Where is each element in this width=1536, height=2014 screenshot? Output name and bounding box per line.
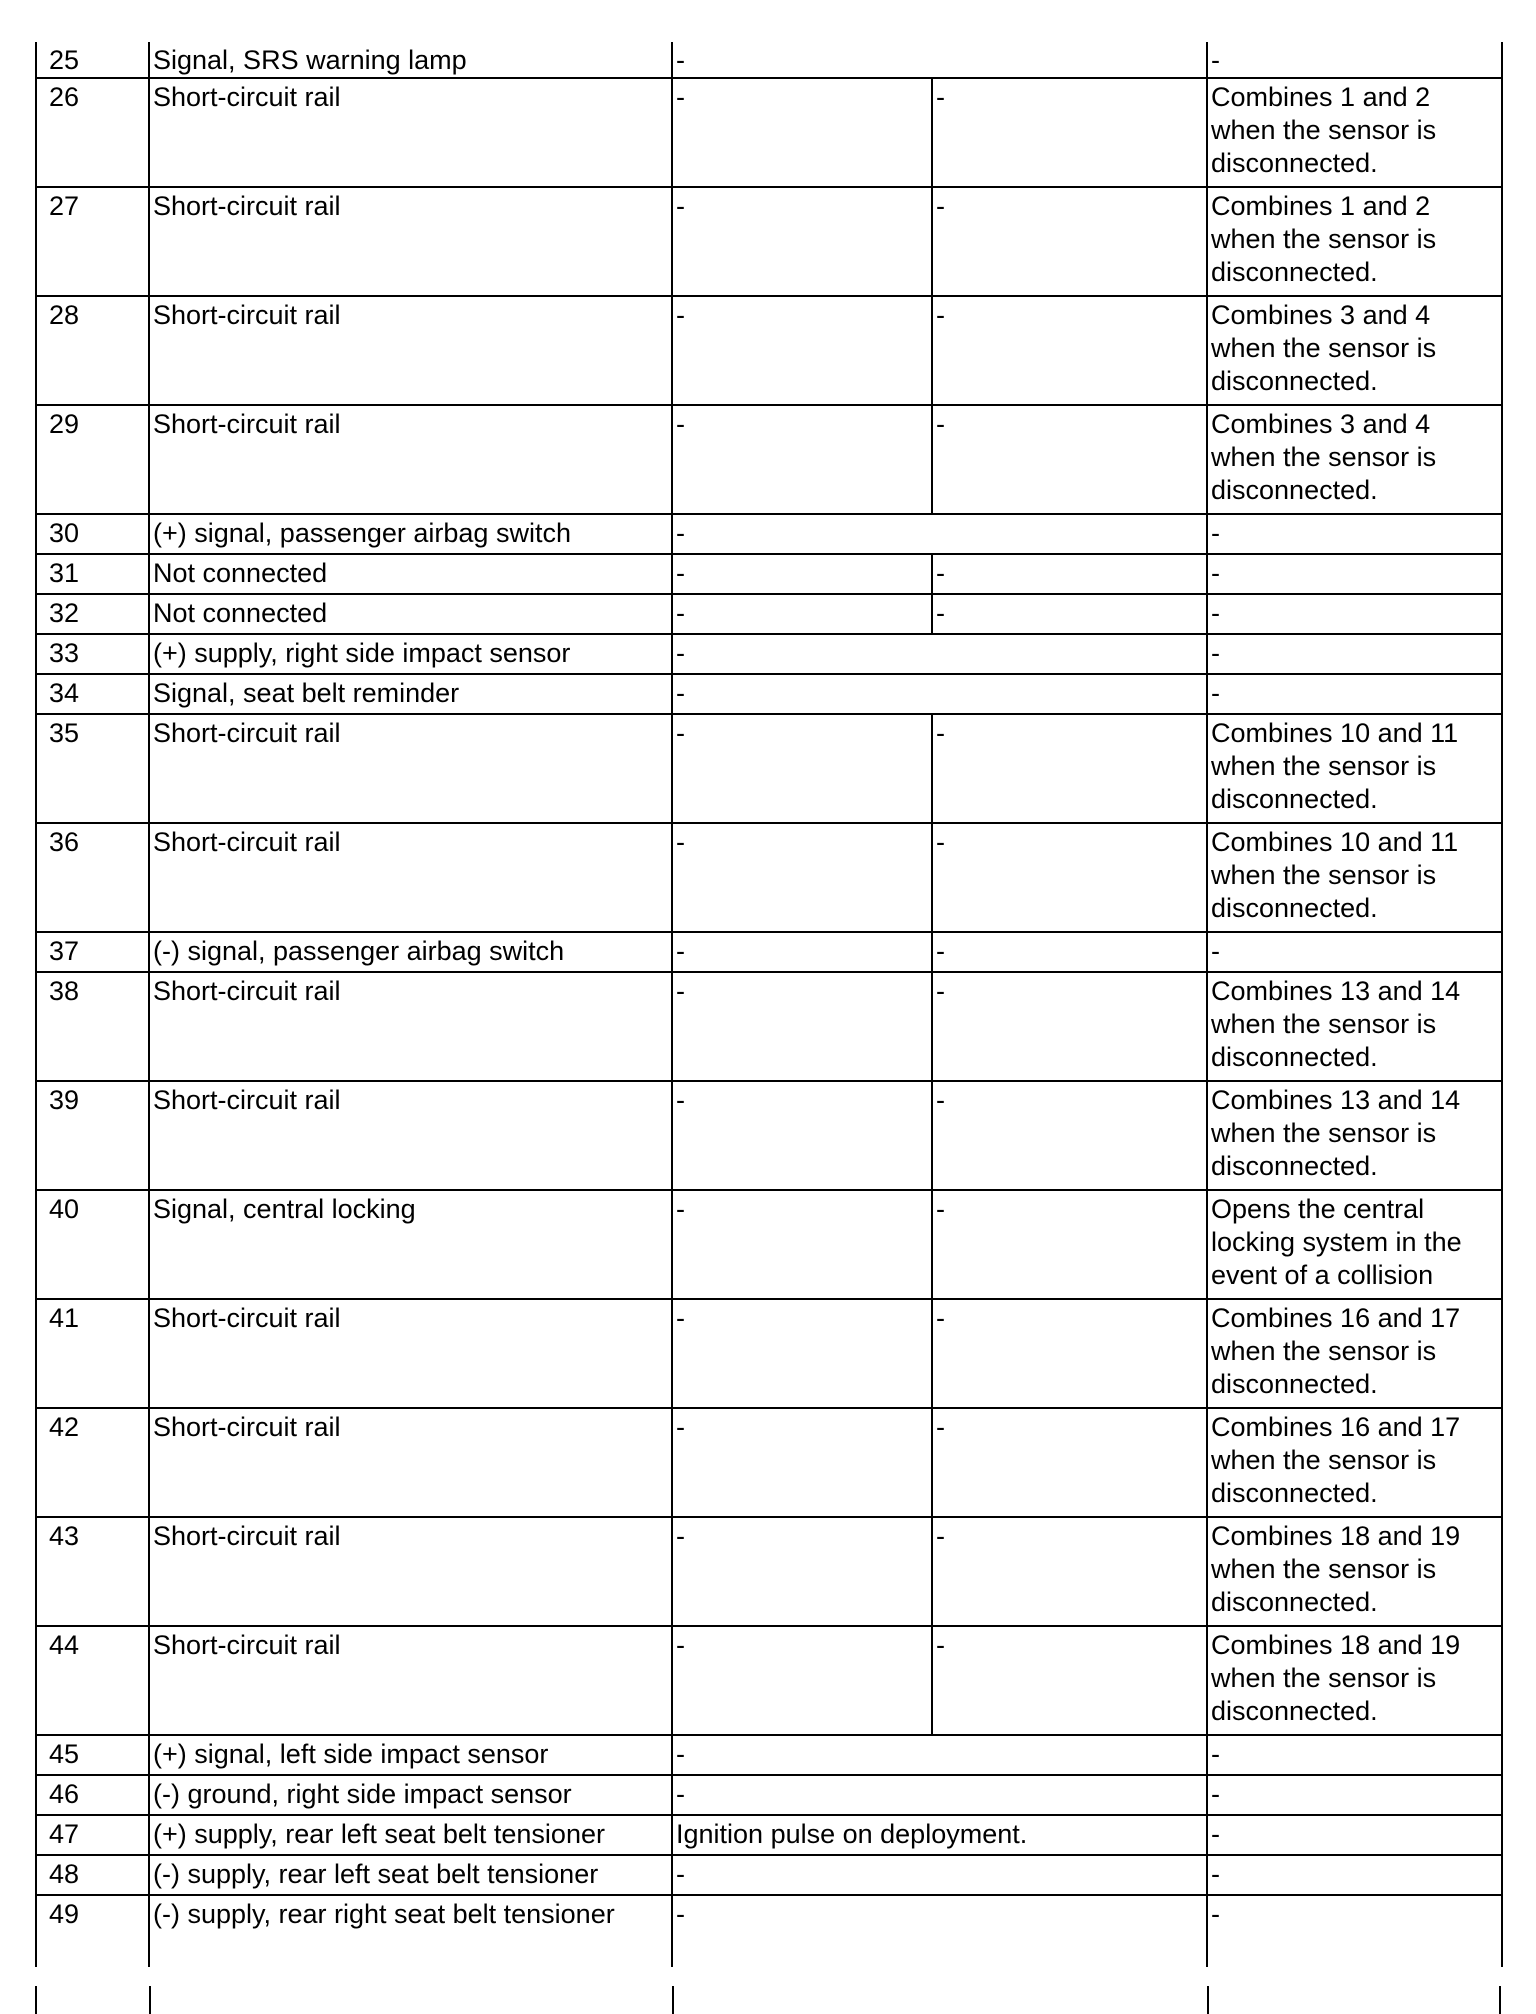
value-cell: - (672, 296, 932, 405)
description-cell: Short-circuit rail (149, 714, 672, 823)
description-cell: Short-circuit rail (149, 1408, 672, 1517)
value-cell: - (932, 1408, 1207, 1517)
value-cell: - (672, 405, 932, 514)
table-row (36, 1775, 1502, 1815)
value-cell: Ignition pulse on deployment. (672, 1815, 1207, 1855)
value-cell: - (672, 1895, 1207, 1967)
value-cell: - (672, 78, 932, 187)
note-cell: - (1207, 554, 1502, 594)
value-cell: - (672, 823, 932, 932)
value-cell: - (932, 187, 1207, 296)
description-cell: Short-circuit rail (149, 187, 672, 296)
note-cell: Combines 3 and 4 when the sensor is disconnected. (1207, 405, 1502, 514)
value-cell: - (932, 1299, 1207, 1408)
description-cell: (+) signal, passenger airbag switch (149, 514, 672, 554)
table-row (36, 1815, 1502, 1855)
value-cell: - (932, 594, 1207, 634)
pin-number-cell: 33 (36, 634, 149, 674)
pin-number-cell: 31 (36, 554, 149, 594)
value-cell: - (672, 634, 1207, 674)
description-cell: (+) supply, right side impact sensor (149, 634, 672, 674)
value-cell: - (672, 1081, 932, 1190)
description-cell: Short-circuit rail (149, 78, 672, 187)
description-cell: (-) supply, rear left seat belt tensioner (149, 1855, 672, 1895)
table-row (36, 1299, 1502, 1408)
value-cell: - (932, 1190, 1207, 1299)
pin-number-cell: 40 (36, 1190, 149, 1299)
description-cell: Short-circuit rail (149, 1517, 672, 1626)
table-row (36, 514, 1502, 554)
pin-table-body (36, 42, 1502, 1967)
description-cell: Short-circuit rail (149, 296, 672, 405)
pin-number-cell: 36 (36, 823, 149, 932)
note-cell: - (1207, 1775, 1502, 1815)
table-row (36, 823, 1502, 932)
value-cell: - (672, 972, 932, 1081)
table-row (36, 714, 1502, 823)
description-cell: (-) signal, passenger airbag switch (149, 932, 672, 972)
pin-number-cell: 37 (36, 932, 149, 972)
value-cell: - (672, 187, 932, 296)
pin-number-cell: 47 (36, 1815, 149, 1855)
pin-number-cell: 41 (36, 1299, 149, 1408)
note-cell: Combines 1 and 2 when the sensor is disconnected. (1207, 78, 1502, 187)
description-cell: Short-circuit rail (149, 1626, 672, 1735)
table-row (36, 634, 1502, 674)
table-row (36, 405, 1502, 514)
table-row (36, 78, 1502, 187)
note-cell: - (1207, 1815, 1502, 1855)
description-cell: (-) supply, rear right seat belt tensioner (149, 1895, 672, 1967)
note-cell: - (1207, 1895, 1502, 1967)
value-cell: - (672, 1775, 1207, 1815)
pin-number-cell: 26 (36, 78, 149, 187)
value-cell: - (932, 823, 1207, 932)
note-cell: Combines 3 and 4 when the sensor is disconnected. (1207, 296, 1502, 405)
note-cell: - (1207, 1855, 1502, 1895)
table-row (36, 1895, 1502, 1967)
pin-number-cell: 45 (36, 1735, 149, 1775)
note-cell: - (1207, 932, 1502, 972)
note-cell: Combines 16 and 17 when the sensor is disconnected. (1207, 1299, 1502, 1408)
value-cell: - (932, 714, 1207, 823)
description-cell: Signal, SRS warning lamp (149, 42, 672, 78)
pin-number-cell: 39 (36, 1081, 149, 1190)
note-cell: Combines 10 and 11 when the sensor is disconnected. (1207, 823, 1502, 932)
value-cell: - (932, 932, 1207, 972)
table-row (36, 554, 1502, 594)
note-cell: - (1207, 594, 1502, 634)
pin-number-cell: 29 (36, 405, 149, 514)
description-cell: Short-circuit rail (149, 823, 672, 932)
pin-number-cell: 30 (36, 514, 149, 554)
table-row (36, 42, 1502, 78)
table-row (36, 1517, 1502, 1626)
table-row (36, 1855, 1502, 1895)
note-cell: Combines 1 and 2 when the sensor is disconnected. (1207, 187, 1502, 296)
value-cell: - (672, 932, 932, 972)
value-cell: - (672, 1190, 932, 1299)
value-cell: - (932, 1081, 1207, 1190)
table-row (36, 932, 1502, 972)
description-cell: (+) supply, rear left seat belt tensioner (149, 1815, 672, 1855)
value-cell: - (672, 714, 932, 823)
table-continuation-line (35, 1986, 37, 2014)
note-cell: Combines 18 and 19 when the sensor is disconnected. (1207, 1517, 1502, 1626)
pin-number-cell: 34 (36, 674, 149, 714)
note-cell: Combines 18 and 19 when the sensor is disconnected. (1207, 1626, 1502, 1735)
note-cell: - (1207, 674, 1502, 714)
value-cell: - (672, 514, 1207, 554)
description-cell: (+) signal, left side impact sensor (149, 1735, 672, 1775)
table-continuation-line (1499, 1986, 1501, 2014)
description-cell: Signal, central locking (149, 1190, 672, 1299)
value-cell: - (672, 1626, 932, 1735)
pin-number-cell: 48 (36, 1855, 149, 1895)
table-continuation-line (672, 1986, 674, 2014)
value-cell: - (672, 1299, 932, 1408)
table-row (36, 1408, 1502, 1517)
pin-number-cell: 44 (36, 1626, 149, 1735)
table-row (36, 1626, 1502, 1735)
description-cell: Short-circuit rail (149, 1299, 672, 1408)
note-cell: - (1207, 634, 1502, 674)
value-cell: - (672, 42, 1207, 78)
value-cell: - (672, 674, 1207, 714)
pin-number-cell: 35 (36, 714, 149, 823)
note-cell: Combines 10 and 11 when the sensor is disconnected. (1207, 714, 1502, 823)
pin-number-cell: 38 (36, 972, 149, 1081)
pin-number-cell: 32 (36, 594, 149, 634)
pin-number-cell: 42 (36, 1408, 149, 1517)
table-row (36, 187, 1502, 296)
value-cell: - (672, 554, 932, 594)
value-cell: - (672, 594, 932, 634)
table-continuation-line (1207, 1986, 1209, 2014)
pin-number-cell: 27 (36, 187, 149, 296)
pin-number-cell: 43 (36, 1517, 149, 1626)
value-cell: - (672, 1735, 1207, 1775)
connector-pin-table (35, 42, 1503, 1967)
description-cell: Short-circuit rail (149, 1081, 672, 1190)
description-cell: Signal, seat belt reminder (149, 674, 672, 714)
note-cell: Combines 13 and 14 when the sensor is disconnected. (1207, 1081, 1502, 1190)
table-row (36, 1735, 1502, 1775)
description-cell: Short-circuit rail (149, 972, 672, 1081)
value-cell: - (672, 1408, 932, 1517)
note-cell: Combines 16 and 17 when the sensor is disconnected. (1207, 1408, 1502, 1517)
table-continuation-line (149, 1986, 151, 2014)
table-row (36, 972, 1502, 1081)
table-row (36, 1190, 1502, 1299)
pin-number-cell: 25 (36, 42, 149, 78)
table-row (36, 296, 1502, 405)
note-cell: Opens the central locking system in the event of a collision (1207, 1190, 1502, 1299)
table-row (36, 594, 1502, 634)
note-cell: - (1207, 1735, 1502, 1775)
description-cell: (-) ground, right side impact sensor (149, 1775, 672, 1815)
value-cell: - (932, 554, 1207, 594)
table-row (36, 674, 1502, 714)
value-cell: - (932, 296, 1207, 405)
pin-number-cell: 46 (36, 1775, 149, 1815)
table-row (36, 1081, 1502, 1190)
value-cell: - (932, 1626, 1207, 1735)
value-cell: - (672, 1855, 1207, 1895)
description-cell: Not connected (149, 554, 672, 594)
value-cell: - (672, 1517, 932, 1626)
pin-number-cell: 28 (36, 296, 149, 405)
pin-number-cell: 49 (36, 1895, 149, 1967)
value-cell: - (932, 405, 1207, 514)
value-cell: - (932, 78, 1207, 187)
description-cell: Not connected (149, 594, 672, 634)
note-cell: Combines 13 and 14 when the sensor is disconnected. (1207, 972, 1502, 1081)
value-cell: - (932, 972, 1207, 1081)
value-cell: - (932, 1517, 1207, 1626)
note-cell: - (1207, 514, 1502, 554)
description-cell: Short-circuit rail (149, 405, 672, 514)
note-cell: - (1207, 42, 1502, 78)
